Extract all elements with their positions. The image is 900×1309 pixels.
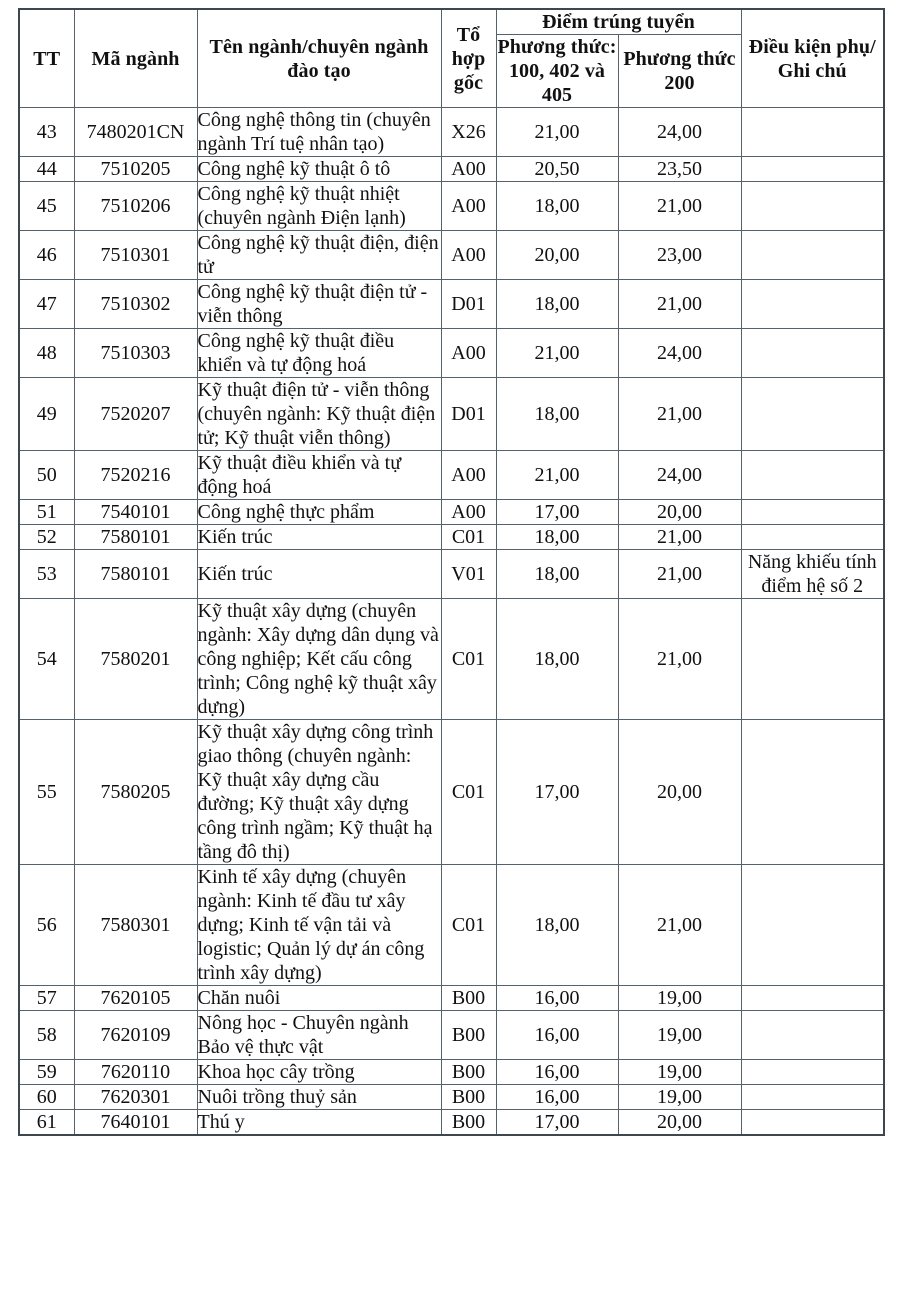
cell-phuong-thuc-2: 23,50 — [618, 157, 741, 182]
cell-phuong-thuc-1: 18,00 — [496, 378, 618, 451]
cell-ten-nganh: Công nghệ kỹ thuật ô tô — [197, 157, 441, 182]
table-header — [19, 9, 884, 108]
cell-ma-nganh: 7480201CN — [74, 108, 197, 157]
cell-ghi-chu — [741, 865, 884, 986]
cell-to-hop: A00 — [441, 500, 496, 525]
cell-ten-nganh: Kỹ thuật xây dựng (chuyên ngành: Xây dựng dân dụng và công nghiệp; Kết cấu công trình; Công nghệ kỹ thuật xây dựng) — [197, 599, 441, 720]
cell-to-hop: A00 — [441, 182, 496, 231]
cell-ghi-chu — [741, 1110, 884, 1136]
cell-phuong-thuc-1: 17,00 — [496, 720, 618, 865]
cell-ghi-chu — [741, 599, 884, 720]
cell-phuong-thuc-1: 21,00 — [496, 108, 618, 157]
cell-ten-nganh: Nông học - Chuyên ngành Bảo vệ thực vật — [197, 1011, 441, 1060]
table-row — [19, 525, 884, 550]
cell-to-hop: B00 — [441, 1110, 496, 1136]
table-row — [19, 1011, 884, 1060]
column-header-phuong-thuc-200: Phương thức 200 — [618, 35, 741, 108]
cell-phuong-thuc-1: 16,00 — [496, 1085, 618, 1110]
cell-phuong-thuc-1: 21,00 — [496, 451, 618, 500]
cell-to-hop: A00 — [441, 451, 496, 500]
cell-ma-nganh: 7540101 — [74, 500, 197, 525]
column-header-to-hop-goc: Tổ hợp gốc — [441, 9, 496, 108]
cell-tt: 52 — [19, 525, 74, 550]
cell-tt: 46 — [19, 231, 74, 280]
cell-ma-nganh: 7510303 — [74, 329, 197, 378]
cell-ghi-chu — [741, 451, 884, 500]
cell-ma-nganh: 7580205 — [74, 720, 197, 865]
cell-ten-nganh: Kỹ thuật điện tử - viễn thông (chuyên ngành: Kỹ thuật điện tử; Kỹ thuật viễn thông) — [197, 378, 441, 451]
cell-ma-nganh: 7580101 — [74, 550, 197, 599]
cell-ghi-chu — [741, 108, 884, 157]
cell-ten-nganh: Nuôi trồng thuỷ sản — [197, 1085, 441, 1110]
cell-to-hop: V01 — [441, 550, 496, 599]
cell-ghi-chu — [741, 720, 884, 865]
cell-to-hop: D01 — [441, 378, 496, 451]
cell-ten-nganh: Công nghệ thông tin (chuyên ngành Trí tuệ nhân tạo) — [197, 108, 441, 157]
cell-ma-nganh: 7620105 — [74, 986, 197, 1011]
cell-phuong-thuc-1: 21,00 — [496, 329, 618, 378]
cell-phuong-thuc-2: 19,00 — [618, 1060, 741, 1085]
cell-ghi-chu — [741, 182, 884, 231]
table-row — [19, 865, 884, 986]
cell-to-hop: C01 — [441, 865, 496, 986]
cell-phuong-thuc-1: 16,00 — [496, 1011, 618, 1060]
cell-phuong-thuc-1: 20,50 — [496, 157, 618, 182]
cell-ghi-chu — [741, 1060, 884, 1085]
table-row — [19, 500, 884, 525]
table-row — [19, 1110, 884, 1136]
cell-ten-nganh: Công nghệ kỹ thuật nhiệt (chuyên ngành Điện lạnh) — [197, 182, 441, 231]
cell-ghi-chu — [741, 525, 884, 550]
cell-ma-nganh: 7580101 — [74, 525, 197, 550]
cell-to-hop: A00 — [441, 231, 496, 280]
cell-ghi-chu — [741, 986, 884, 1011]
cell-tt: 54 — [19, 599, 74, 720]
cell-tt: 48 — [19, 329, 74, 378]
cell-phuong-thuc-2: 21,00 — [618, 525, 741, 550]
cell-phuong-thuc-2: 21,00 — [618, 865, 741, 986]
cell-ma-nganh: 7520207 — [74, 378, 197, 451]
table-row — [19, 1060, 884, 1085]
cell-to-hop: A00 — [441, 329, 496, 378]
column-header-diem-trung-tuyen: Điểm trúng tuyển — [496, 9, 741, 35]
cell-to-hop: D01 — [441, 280, 496, 329]
table-row — [19, 378, 884, 451]
cell-phuong-thuc-2: 21,00 — [618, 182, 741, 231]
cell-tt: 53 — [19, 550, 74, 599]
table-row — [19, 280, 884, 329]
cell-to-hop: B00 — [441, 986, 496, 1011]
column-header-phuong-thuc-100-402-405: Phương thức: 100, 402 và 405 — [497, 36, 617, 106]
cell-phuong-thuc-2: 24,00 — [618, 108, 741, 157]
table-row — [19, 599, 884, 720]
cell-tt: 59 — [19, 1060, 74, 1085]
cell-tt: 44 — [19, 157, 74, 182]
table-row — [19, 451, 884, 500]
cell-to-hop: C01 — [441, 599, 496, 720]
table-row — [19, 157, 884, 182]
table-row — [19, 550, 884, 599]
cell-to-hop: A00 — [441, 157, 496, 182]
cell-ghi-chu — [741, 378, 884, 451]
cell-ten-nganh: Kinh tế xây dựng (chuyên ngành: Kinh tế đầu tư xây dựng; Kinh tế vận tải và logistic; Quản lý dự án công trình xây dựng) — [197, 865, 441, 986]
cell-ghi-chu — [741, 1011, 884, 1060]
cell-to-hop: C01 — [441, 720, 496, 865]
cell-ma-nganh: 7620301 — [74, 1085, 197, 1110]
column-header-tt: TT — [19, 9, 74, 108]
table-row — [19, 182, 884, 231]
cell-tt: 57 — [19, 986, 74, 1011]
cell-phuong-thuc-2: 21,00 — [618, 599, 741, 720]
cell-ma-nganh: 7520216 — [74, 451, 197, 500]
cell-ma-nganh: 7510205 — [74, 157, 197, 182]
cell-ten-nganh: Kỹ thuật điều khiển và tự động hoá — [197, 451, 441, 500]
cell-ten-nganh: Kỹ thuật xây dựng công trình giao thông (chuyên ngành: Kỹ thuật xây dựng cầu đường; Kỹ thuật xây dựng công trình ngầm; Kỹ thuật hạ tầng đô thị) — [197, 720, 441, 865]
cell-to-hop: B00 — [441, 1085, 496, 1110]
table-row — [19, 108, 884, 157]
cell-ma-nganh: 7620109 — [74, 1011, 197, 1060]
cell-phuong-thuc-2: 24,00 — [618, 451, 741, 500]
cell-phuong-thuc-2: 20,00 — [618, 1110, 741, 1136]
cell-phuong-thuc-2: 23,00 — [618, 231, 741, 280]
table-row — [19, 1085, 884, 1110]
cell-phuong-thuc-1: 18,00 — [496, 525, 618, 550]
cell-ma-nganh: 7510301 — [74, 231, 197, 280]
cell-phuong-thuc-1: 18,00 — [496, 280, 618, 329]
cell-phuong-thuc-2: 21,00 — [618, 280, 741, 329]
column-header-dieu-kien-phu: Điều kiện phụ/ Ghi chú — [741, 9, 884, 108]
cell-phuong-thuc-2: 19,00 — [618, 986, 741, 1011]
cell-ten-nganh: Khoa học cây trồng — [197, 1060, 441, 1085]
cell-ghi-chu — [741, 280, 884, 329]
cell-ten-nganh: Công nghệ thực phẩm — [197, 500, 441, 525]
cell-tt: 45 — [19, 182, 74, 231]
cell-phuong-thuc-2: 19,00 — [618, 1085, 741, 1110]
cell-ma-nganh: 7510206 — [74, 182, 197, 231]
header-row-top — [19, 9, 884, 35]
table-row — [19, 329, 884, 378]
table-row — [19, 720, 884, 865]
cell-tt: 51 — [19, 500, 74, 525]
cell-tt: 47 — [19, 280, 74, 329]
cell-phuong-thuc-1: 16,00 — [496, 1060, 618, 1085]
cell-to-hop: B00 — [441, 1060, 496, 1085]
table-row — [19, 986, 884, 1011]
cell-ma-nganh: 7510302 — [74, 280, 197, 329]
cell-ma-nganh: 7640101 — [74, 1110, 197, 1136]
cell-ghi-chu — [741, 329, 884, 378]
cell-phuong-thuc-1: 17,00 — [496, 500, 618, 525]
cell-tt: 55 — [19, 720, 74, 865]
cell-ten-nganh: Thú y — [197, 1110, 441, 1136]
cell-to-hop: C01 — [441, 525, 496, 550]
cell-ma-nganh: 7580301 — [74, 865, 197, 986]
cell-phuong-thuc-2: 21,00 — [618, 550, 741, 599]
cell-ten-nganh: Kiến trúc — [197, 550, 441, 599]
cell-phuong-thuc-2: 19,00 — [618, 1011, 741, 1060]
cell-phuong-thuc-2: 24,00 — [618, 329, 741, 378]
cell-phuong-thuc-1: 18,00 — [496, 865, 618, 986]
cell-to-hop: X26 — [441, 108, 496, 157]
cell-tt: 61 — [19, 1110, 74, 1136]
column-header-ten-nganh: Tên ngành/chuyên ngành đào tạo — [197, 9, 441, 108]
cell-tt: 56 — [19, 865, 74, 986]
cell-ghi-chu — [741, 231, 884, 280]
cell-phuong-thuc-1: 20,00 — [496, 231, 618, 280]
cell-ma-nganh: 7580201 — [74, 599, 197, 720]
cell-phuong-thuc-2: 21,00 — [618, 378, 741, 451]
cell-ten-nganh: Công nghệ kỹ thuật điều khiển và tự động hoá — [197, 329, 441, 378]
cell-ghi-chu — [741, 500, 884, 525]
cell-phuong-thuc-1: 17,00 — [496, 1110, 618, 1136]
cell-phuong-thuc-2: 20,00 — [618, 720, 741, 865]
cell-phuong-thuc-1: 18,00 — [496, 550, 618, 599]
cell-phuong-thuc-2: 20,00 — [618, 500, 741, 525]
cell-ghi-chu — [741, 1085, 884, 1110]
cell-tt: 60 — [19, 1085, 74, 1110]
cell-tt: 58 — [19, 1011, 74, 1060]
cell-ten-nganh: Công nghệ kỹ thuật điện tử - viễn thông — [197, 280, 441, 329]
cell-phuong-thuc-1: 16,00 — [496, 986, 618, 1011]
cell-ten-nganh: Kiến trúc — [197, 525, 441, 550]
cell-phuong-thuc-1: 18,00 — [496, 182, 618, 231]
cell-ghi-chu: Năng khiếu tính điểm hệ số 2 — [741, 550, 884, 599]
cell-tt: 43 — [19, 108, 74, 157]
cell-ma-nganh: 7620110 — [74, 1060, 197, 1085]
cell-tt: 50 — [19, 451, 74, 500]
admission-score-table — [18, 8, 885, 1136]
cell-to-hop: B00 — [441, 1011, 496, 1060]
cell-ten-nganh: Chăn nuôi — [197, 986, 441, 1011]
cell-ghi-chu — [741, 157, 884, 182]
cell-phuong-thuc-1: 18,00 — [496, 599, 618, 720]
cell-ten-nganh: Công nghệ kỹ thuật điện, điện tử — [197, 231, 441, 280]
column-header-ma-nganh: Mã ngành — [74, 9, 197, 108]
cell-tt: 49 — [19, 378, 74, 451]
table-body — [19, 108, 884, 1136]
table-row — [19, 231, 884, 280]
